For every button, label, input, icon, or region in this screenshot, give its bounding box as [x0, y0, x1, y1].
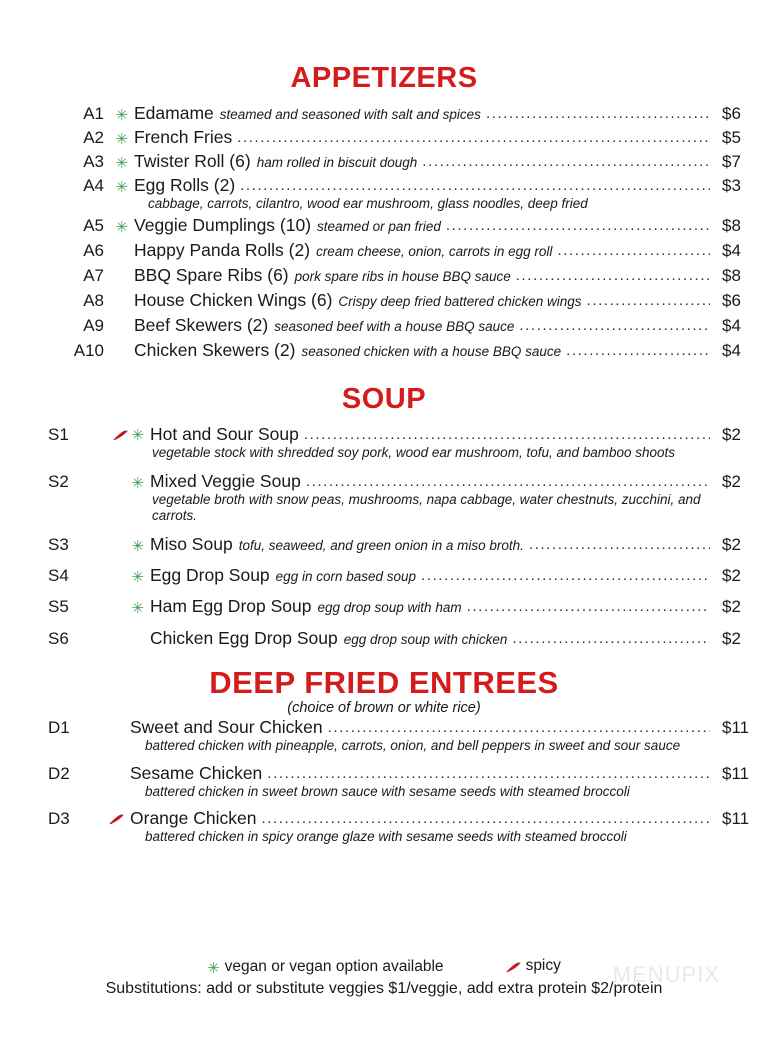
item-name: Orange Chicken	[130, 807, 257, 828]
item-description-inline: seasoned beef with a house BBQ sauce	[274, 318, 515, 334]
item-flags	[98, 568, 144, 585]
spicy-pepper-icon	[109, 814, 124, 825]
item-code: A10	[73, 340, 104, 360]
item-price: $11	[722, 808, 750, 828]
item-flags	[98, 627, 144, 644]
item-name: French Fries	[134, 127, 233, 147]
menu-item[interactable]	[0, 314, 768, 336]
item-name: Egg Rolls (2)	[134, 175, 236, 195]
menu-item-line	[0, 127, 768, 148]
item-name: BBQ Spare Ribs (6)	[134, 264, 289, 285]
item-description-block: battered chicken with pineapple, carrots, onion, and bell peppers in sweet and sour sauce	[145, 737, 681, 753]
menu-item[interactable]	[0, 175, 768, 212]
item-flags	[104, 130, 128, 147]
item-code: A4	[83, 176, 104, 195]
dot-leader	[519, 317, 710, 334]
menu-item-line	[0, 289, 768, 311]
item-description-inline: steamed or pan fried	[317, 218, 441, 234]
item-flags	[98, 426, 144, 443]
section-title-deep-fried-entrees: DEEP FRIED ENTREES	[209, 664, 559, 700]
item-name: Edamame	[134, 103, 214, 123]
item-name: Veggie Dumplings (10)	[134, 214, 312, 235]
substitutions-note: Substitutions: add or substitute veggies $1/veggie, add extra protein $2/protein	[105, 980, 663, 997]
item-description-inline: egg drop soup with ham	[317, 599, 462, 615]
item-price: $6	[722, 104, 741, 123]
menu-item-line	[0, 175, 768, 196]
item-price: $2	[722, 534, 741, 554]
item-description-block: vegetable broth with snow peas, mushrooms, napa cabbage, water chestnuts, zucchini, and carrots.	[152, 491, 701, 523]
item-name: Sweet and Sour Chicken	[130, 716, 323, 737]
menu-item-line	[0, 716, 768, 738]
dot-leader	[422, 153, 710, 170]
menu-item-line	[0, 339, 768, 361]
item-price: $4	[722, 340, 741, 360]
menu-item[interactable]	[0, 103, 768, 124]
item-price: $11	[722, 763, 750, 783]
menu-item-line	[0, 103, 768, 124]
legend-vegan	[207, 958, 443, 976]
vegan-asterisk-icon: ✳	[115, 178, 128, 196]
menu-item[interactable]	[0, 762, 768, 800]
item-code: D3	[48, 808, 70, 828]
dot-leader	[467, 598, 710, 615]
item-price: $2	[722, 628, 741, 648]
dot-leader	[304, 426, 710, 443]
item-name: House Chicken Wings (6)	[134, 289, 333, 310]
item-price: $4	[722, 315, 741, 335]
legend-vegan-label: vegan or vegan option available	[224, 958, 444, 975]
vegan-asterisk-icon: ✳	[115, 217, 128, 236]
menu-item[interactable]	[0, 471, 768, 524]
item-description-inline: ham rolled in biscuit dough	[256, 155, 418, 170]
menu-item[interactable]	[0, 534, 768, 555]
dot-leader	[557, 242, 710, 259]
dot-leader	[587, 292, 710, 309]
item-price: $2	[722, 565, 741, 585]
menu-item-line	[0, 534, 768, 555]
item-flags	[98, 474, 144, 491]
spicy-pepper-icon	[113, 430, 128, 441]
item-flags	[98, 762, 124, 779]
legend-row	[0, 957, 768, 976]
dot-leader	[529, 536, 710, 553]
vegan-asterisk-icon: ✳	[131, 598, 144, 617]
item-name: Twister Roll (6)	[134, 151, 251, 171]
menu-item[interactable]	[0, 339, 768, 361]
item-code: S5	[48, 596, 69, 616]
item-description-block: cabbage, carrots, cilantro, wood ear mushroom, glass noodles, deep fried	[148, 196, 588, 211]
spicy-pepper-icon	[506, 962, 521, 973]
item-flags	[98, 810, 124, 827]
menu-item-line	[0, 264, 768, 286]
item-price: $2	[722, 596, 741, 616]
item-price: $7	[722, 152, 741, 171]
menu-sections	[0, 62, 768, 844]
item-price: $11	[722, 717, 750, 737]
item-flags	[104, 178, 128, 195]
item-name: Sesame Chicken	[130, 762, 263, 783]
menu-item-line	[0, 239, 768, 261]
menu-item-line	[0, 314, 768, 336]
legend-spicy-label: spicy	[525, 957, 561, 974]
menu-item[interactable]	[0, 424, 768, 461]
item-code: A6	[83, 240, 104, 260]
menu-item[interactable]	[0, 565, 768, 586]
item-code: D1	[48, 717, 70, 737]
item-code: A7	[83, 265, 104, 285]
item-flags	[104, 339, 128, 356]
item-name: Mixed Veggie Soup	[150, 470, 301, 491]
menu-item[interactable]	[0, 808, 768, 845]
section-title-appetizers: APPETIZERS	[290, 62, 478, 94]
item-flags	[104, 239, 128, 256]
item-price: $4	[722, 240, 741, 260]
item-price: $2	[722, 471, 741, 491]
item-code: S1	[48, 424, 69, 444]
menu-section-soup	[0, 383, 768, 649]
vegan-asterisk-icon: ✳	[131, 536, 144, 555]
item-code: S6	[48, 628, 69, 648]
dot-leader	[240, 177, 710, 194]
item-code: D2	[48, 763, 70, 783]
item-name: Beef Skewers (2)	[134, 314, 269, 335]
item-flags	[98, 716, 124, 733]
menu-list-soup	[0, 424, 768, 649]
item-flags	[104, 314, 128, 331]
item-flags	[104, 154, 128, 171]
item-name: Egg Drop Soup	[150, 564, 270, 585]
menu-item[interactable]	[0, 289, 768, 311]
item-code: A2	[83, 128, 104, 147]
item-name: Hot and Sour Soup	[150, 423, 299, 444]
dot-leader	[267, 765, 710, 782]
section-subtitle-deep-fried-entrees: (choice of brown or white rice)	[287, 699, 481, 716]
item-code: S2	[48, 471, 69, 491]
menu-item-line	[0, 424, 768, 445]
item-flags	[104, 289, 128, 306]
menu-section-deep-fried-entrees	[0, 665, 768, 845]
menu-item-line	[0, 471, 768, 492]
item-name: Chicken Egg Drop Soup	[150, 627, 338, 648]
dot-leader	[261, 810, 710, 827]
item-name: Happy Panda Rolls (2)	[134, 239, 311, 260]
menu-item-line	[0, 565, 768, 586]
dot-leader	[512, 630, 710, 647]
item-description-inline: cream cheese, onion, carrots in egg roll	[316, 243, 553, 259]
menu-list-deep-fried-entrees	[0, 716, 768, 845]
item-description-inline: steamed and seasoned with salt and spices	[219, 107, 481, 122]
item-name: Chicken Skewers (2)	[134, 339, 296, 360]
item-flags	[98, 537, 144, 554]
item-description-block: battered chicken in spicy orange glaze with sesame seeds with steamed broccoli	[145, 828, 627, 844]
item-price: $8	[722, 215, 741, 235]
item-description-inline: egg drop soup with chicken	[343, 631, 508, 647]
menu-item[interactable]	[0, 716, 768, 754]
menu-footer	[0, 957, 768, 998]
item-flags	[104, 106, 128, 123]
vegan-asterisk-icon: ✳	[131, 473, 144, 492]
dot-leader	[516, 267, 710, 284]
item-description-block: battered chicken in sweet brown sauce with sesame seeds with steamed broccoli	[145, 783, 630, 799]
dot-leader	[421, 567, 710, 584]
legend-spicy	[506, 957, 561, 975]
dot-leader	[566, 342, 710, 359]
menu-item[interactable]	[0, 627, 768, 649]
menu-page	[0, 62, 768, 1056]
vegan-asterisk-icon: ✳	[115, 130, 128, 148]
vegan-asterisk-icon: ✳	[115, 154, 128, 172]
menu-item-line	[0, 596, 768, 617]
item-code: A5	[83, 215, 104, 235]
dot-leader	[306, 473, 710, 490]
item-description-inline: Crispy deep fried battered chicken wings	[338, 293, 582, 309]
vegan-asterisk-icon: ✳	[207, 958, 220, 977]
item-code: A9	[83, 315, 104, 335]
item-price: $3	[722, 176, 741, 195]
menu-item[interactable]	[0, 215, 768, 236]
menu-item[interactable]	[0, 151, 768, 172]
item-price: $2	[722, 424, 741, 444]
item-description-inline: egg in corn based soup	[275, 568, 417, 584]
menu-item[interactable]	[0, 264, 768, 286]
item-name: Ham Egg Drop Soup	[150, 595, 312, 616]
item-code: A3	[83, 152, 104, 171]
dot-leader	[237, 129, 710, 146]
menu-section-appetizers	[0, 62, 768, 361]
menu-item[interactable]	[0, 239, 768, 261]
vegan-asterisk-icon: ✳	[131, 567, 144, 586]
item-price: $6	[722, 290, 741, 310]
item-price: $8	[722, 265, 741, 285]
menu-item-line	[0, 151, 768, 172]
menu-item-line	[0, 215, 768, 236]
item-description-inline: seasoned chicken with a house BBQ sauce	[301, 343, 562, 359]
vegan-asterisk-icon: ✳	[115, 106, 128, 124]
section-title-soup: SOUP	[341, 382, 427, 415]
menu-item[interactable]	[0, 127, 768, 148]
item-description-inline: pork spare ribs in house BBQ sauce	[294, 268, 511, 284]
dot-leader	[328, 719, 710, 736]
item-name: Miso Soup	[150, 533, 233, 554]
item-flags	[98, 599, 144, 616]
menu-item-line	[0, 762, 768, 784]
item-code: A1	[83, 104, 104, 123]
dot-leader	[446, 217, 710, 234]
watermark: MENUPIX	[612, 962, 720, 987]
menu-list-appetizers	[0, 103, 768, 361]
dot-leader	[486, 105, 710, 122]
item-flags	[104, 264, 128, 281]
menu-item-line	[0, 808, 768, 829]
item-code: S4	[48, 565, 69, 585]
item-description-block: vegetable stock with shredded soy pork, wood ear mushroom, tofu, and bamboo shoots	[152, 444, 676, 460]
menu-item[interactable]	[0, 596, 768, 617]
item-code: A8	[83, 290, 104, 310]
item-description-inline: tofu, seaweed, and green onion in a miso broth.	[238, 537, 524, 553]
item-price: $5	[722, 128, 741, 147]
item-code: S3	[48, 534, 69, 554]
vegan-asterisk-icon: ✳	[131, 425, 144, 444]
menu-item-line	[0, 627, 768, 649]
item-flags	[104, 218, 128, 235]
